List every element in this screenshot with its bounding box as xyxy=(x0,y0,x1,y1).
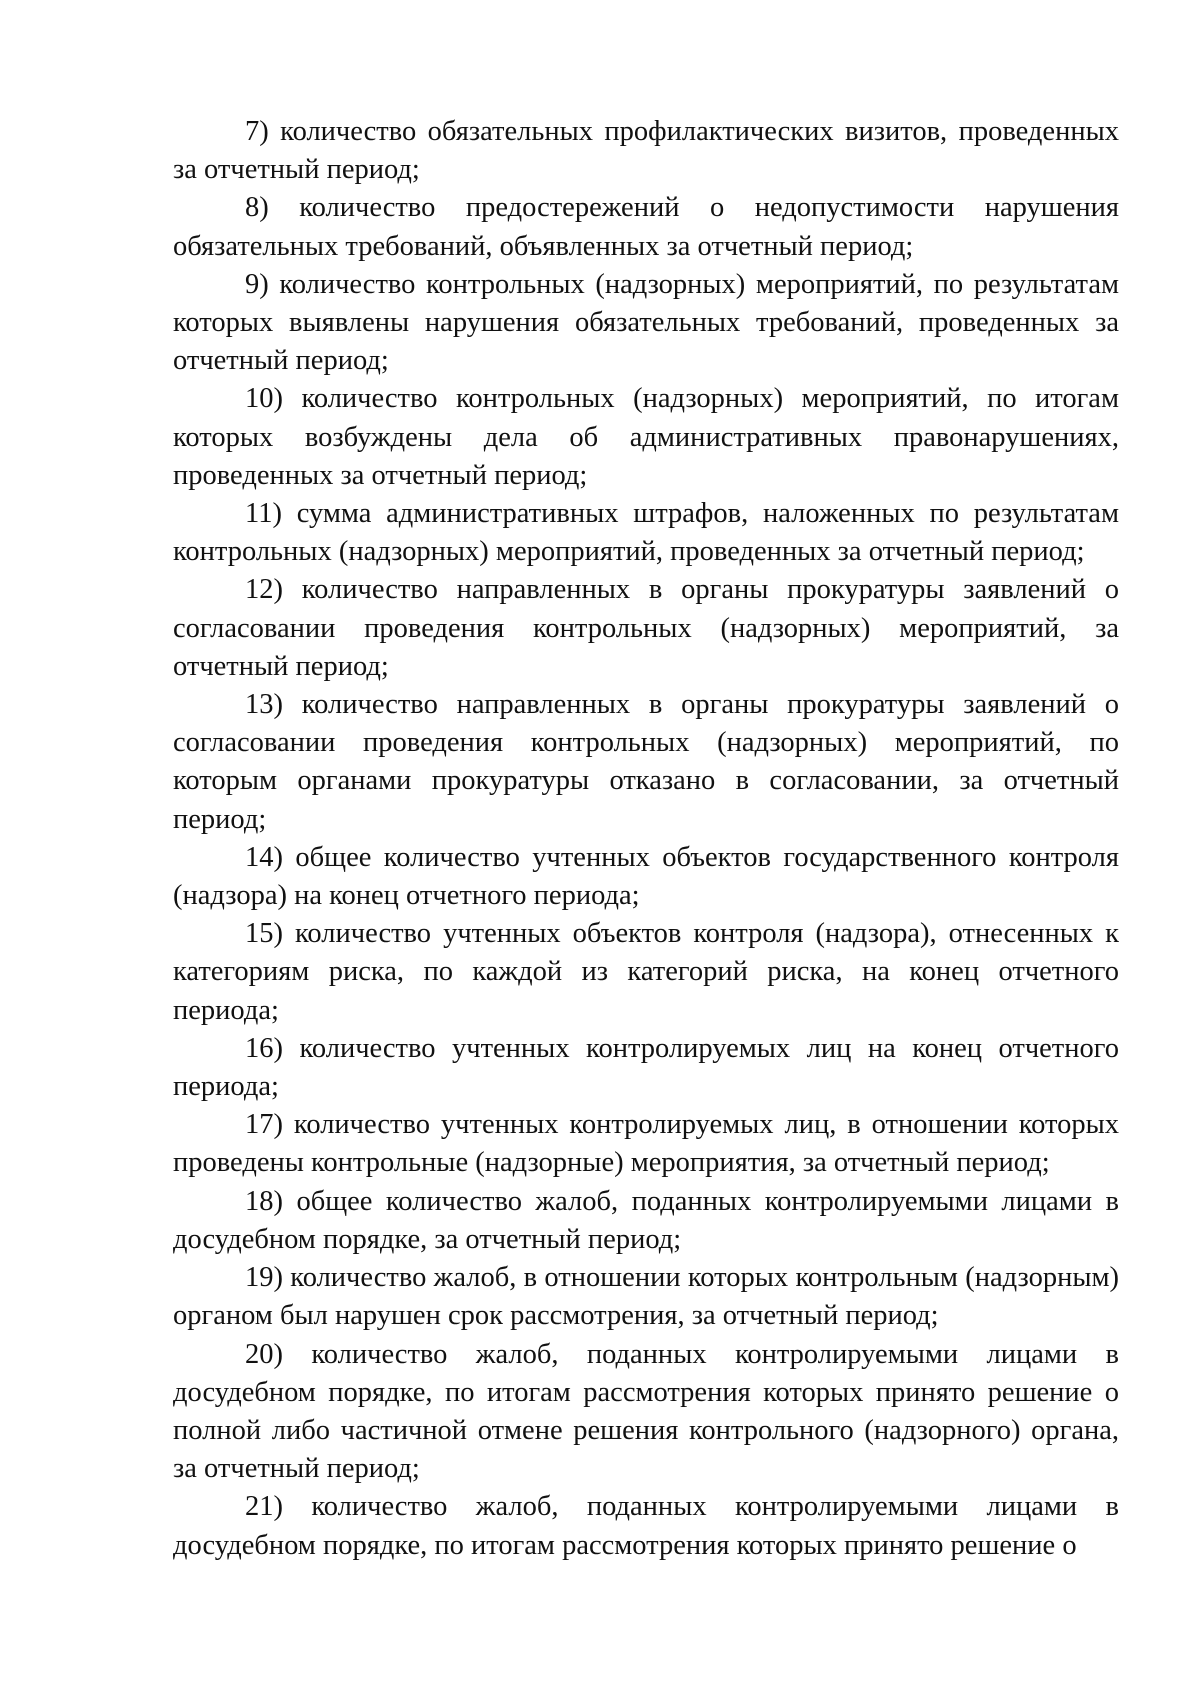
document-page xyxy=(173,113,1119,1565)
list-item-15: 15) количество учтенных объектов контроля (надзора), отнесенных к категориям риска, по каждой из категорий риска, на конец отчетного периода; xyxy=(173,918,1119,1026)
list-item-7: 7) количество обязательных профилактических визитов, проведенных за отчетный период; xyxy=(173,116,1119,186)
list-item-8: 8) количество предостережений о недопустимости нарушения обязательных требований, объявленных за отчетный период; xyxy=(173,192,1119,262)
list-item-19: 19) количество жалоб, в отношении которых контрольным (надзорным) органом был нарушен срок рассмотрения, за отчетный период; xyxy=(173,1262,1119,1332)
list-item-13: 13) количество направленных в органы прокуратуры заявлений о согласовании проведения контрольных (надзорных) мероприятий, по которым органами прокуратуры отказано в согласовании, за отчетный период; xyxy=(173,689,1119,835)
list-item-16: 16) количество учтенных контролируемых лиц на конец отчетного периода; xyxy=(173,1032,1119,1103)
list-item-9: 9) количество контрольных (надзорных) мероприятий, по результатам которых выявлены нарушения обязательных требований, проведенных за отчетный период; xyxy=(173,268,1119,377)
list-item-12: 12) количество направленных в органы прокуратуры заявлений о согласовании проведения контрольных (надзорных) мероприятий, за отчетный период; xyxy=(173,574,1119,682)
list-item-20: 20) количество жалоб, поданных контролируемыми лицами в досудебном порядке, по итогам рассмотрения которых принято решение о полной либо частичной отмене решения контрольного (надзорного) органа, за отчетный период; xyxy=(173,1338,1119,1485)
list-item-21: 21) количество жалоб, поданных контролируемыми лицами в досудебном порядке, по итогам рассмотрения которых принято решение о xyxy=(173,1491,1119,1561)
list-item-17: 17) количество учтенных контролируемых лиц, в отношении которых проведены контрольные (надзорные) мероприятия, за отчетный период; xyxy=(173,1109,1119,1179)
list-item-14: 14) общее количество учтенных объектов государственного контроля (надзора) на конец отчетного периода; xyxy=(173,841,1119,912)
list-item-11: 11) сумма административных штрафов, наложенных по результатам контрольных (надзорных) мероприятий, проведенных за отчетный период; xyxy=(173,498,1119,568)
list-item-18: 18) общее количество жалоб, поданных контролируемыми лицами в досудебном порядке, за отчетный период; xyxy=(173,1185,1119,1255)
list-item-10: 10) количество контрольных (надзорных) мероприятий, по итогам которых возбуждены дела об административных правонарушениях, проведенных за отчетный период; xyxy=(173,383,1119,491)
